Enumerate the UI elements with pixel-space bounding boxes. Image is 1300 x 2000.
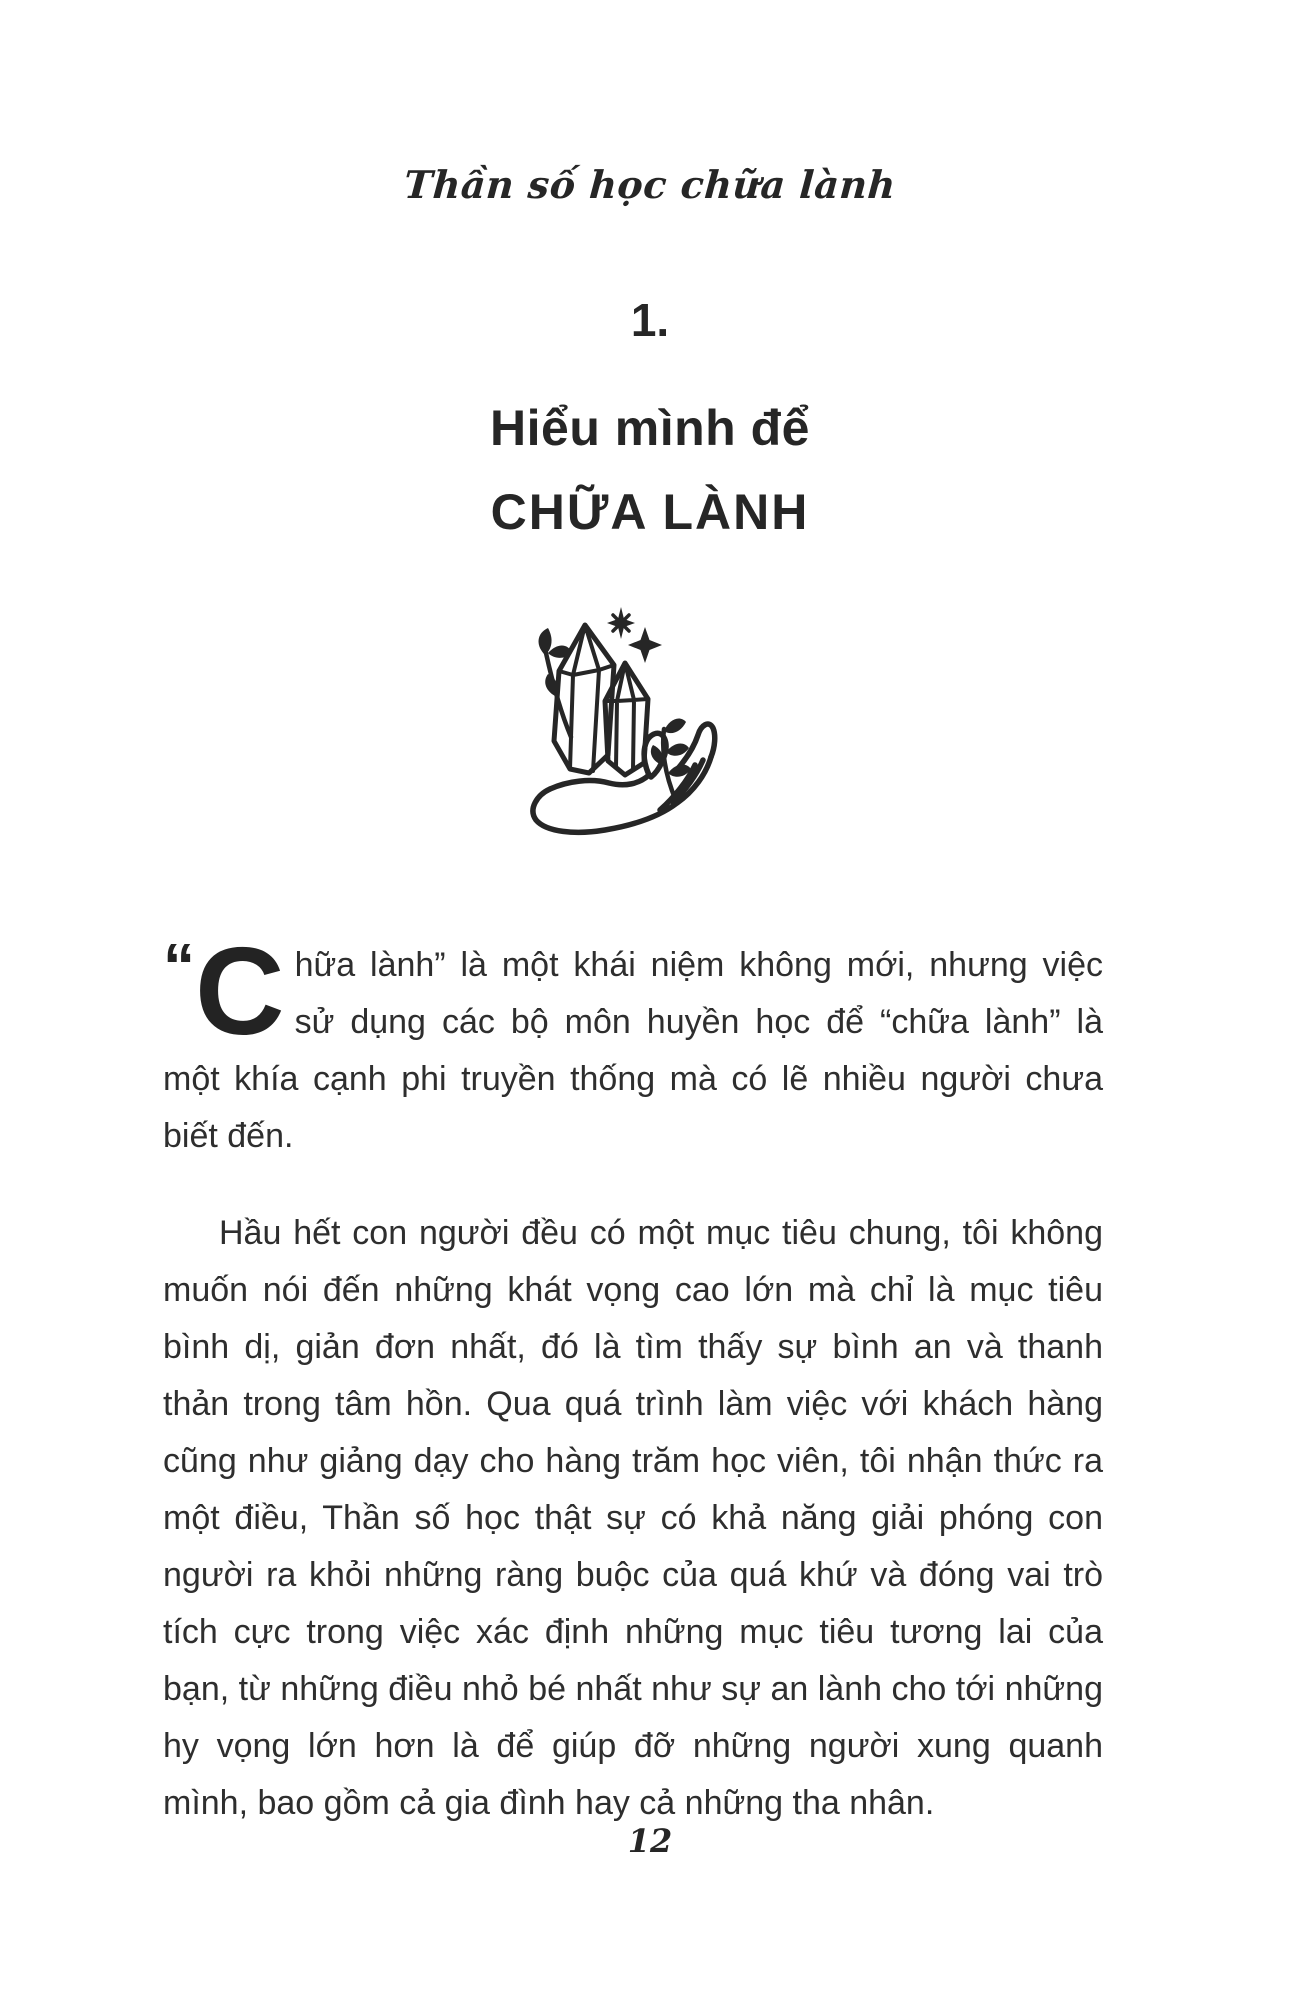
running-header: Thần số học chữa lành [402, 162, 898, 207]
paragraph-opening-text: hữa lành” là một khái niệm không mới, nhưng việc sử dụng các bộ môn huyền học để “chữa lành” là một khía cạnh phi truyền thống mà có lẽ nhiều người chưa biết đến. [163, 946, 1103, 1155]
hand-holding-crystals-illustration [513, 605, 723, 845]
paragraph-body: Hầu hết con người đều có một mục tiêu chung, tôi không muốn nói đến những khát vọng cao lớn mà chỉ là mục tiêu bình dị, giản đơn nhất, đó là tìm thấy sự bình an và thanh thản trong tâm hồn. Qua quá trình làm việc với khách hàng cũng như giảng dạy cho hàng trăm học viên, tôi nhận thức ra một điều, Thần số học thật sự có khả năng giải phóng con người ra khỏi những ràng buộc của quá khứ và đóng vai trò tích cực trong việc xác định những mục tiêu tương lai của bạn, từ những điều nhỏ bé nhất như sự an lành cho tới những hy vọng lớn hơn là để giúp đỡ những người xung quanh mình, bao gồm cả gia đình hay cả những tha nhân. [163, 1214, 1103, 1822]
chapter-title [0, 399, 1300, 541]
paragraph-opening [163, 923, 1103, 1165]
eight-point-star-icon [607, 607, 635, 639]
chapter-number: 1. [630, 294, 670, 346]
open-hand-icon [533, 724, 715, 832]
body-text [163, 923, 1103, 1832]
drop-cap-quote-mark: “ [163, 930, 189, 1002]
drop-cap-letter: C [195, 923, 285, 1061]
page-number: 12 [627, 1822, 673, 1860]
chapter-title-line-2: CHỮA LÀNH [490, 484, 810, 540]
chapter-title-line-1: Hiểu mình để [490, 400, 810, 456]
four-point-sparkle-icon [628, 627, 662, 663]
